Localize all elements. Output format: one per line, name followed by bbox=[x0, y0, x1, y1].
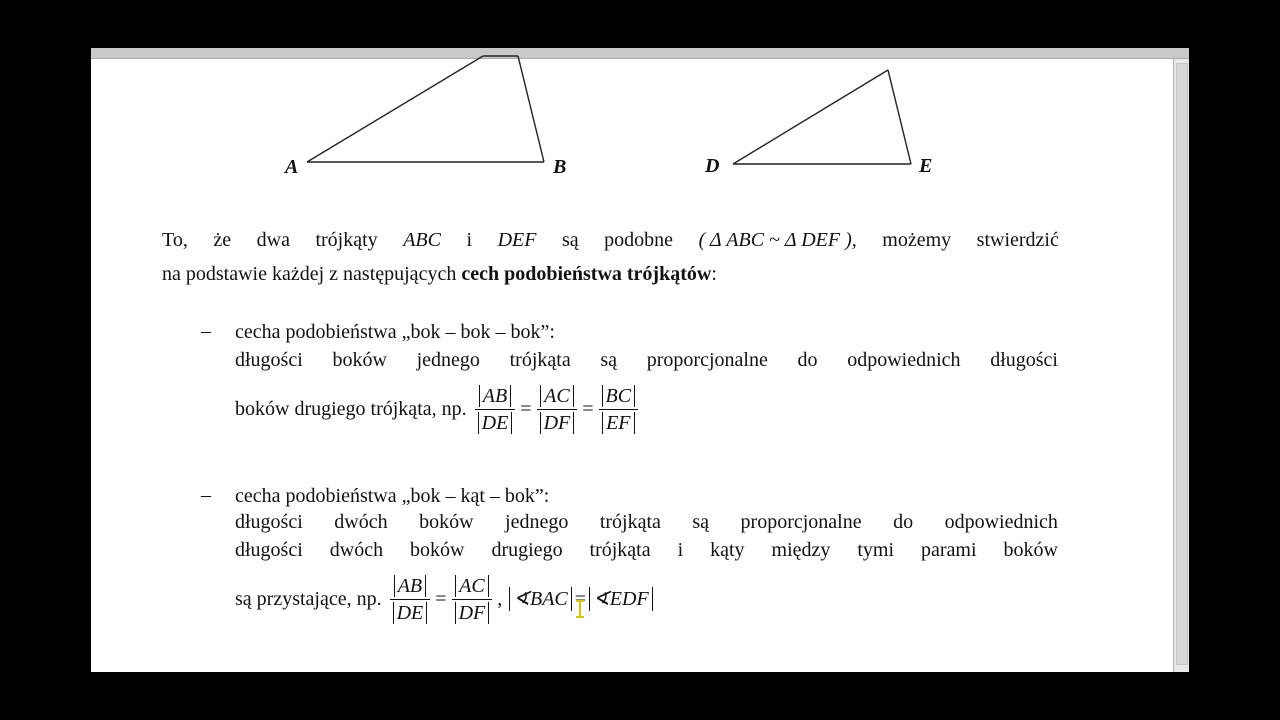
angle-measure: ∢BAC bbox=[509, 587, 572, 611]
fraction-denominator: DE bbox=[393, 602, 428, 624]
fraction bbox=[599, 383, 639, 436]
criterion-1-title: cecha podobieństwa „bok – bok – bok”: bbox=[235, 321, 555, 343]
word: trójkąta bbox=[509, 349, 571, 371]
vertex-label-b: B bbox=[553, 156, 567, 178]
word: jednego bbox=[416, 349, 480, 371]
criterion-2-line-1 bbox=[235, 510, 1058, 534]
scrollbar-thumb[interactable] bbox=[1176, 63, 1188, 665]
equals-sign: = bbox=[520, 398, 532, 420]
criterion-2-title: cecha podobieństwa „bok – kąt – bok”: bbox=[235, 485, 550, 507]
triangle-abc bbox=[283, 56, 566, 178]
word: odpowiednich bbox=[944, 511, 1058, 533]
word: trójkąta bbox=[599, 511, 661, 533]
fraction-numerator: AB bbox=[479, 385, 511, 407]
equals-sign: = bbox=[582, 398, 594, 420]
fraction bbox=[537, 383, 578, 436]
text-segment: na podstawie każdej z następujących bbox=[162, 263, 462, 285]
word: i bbox=[466, 229, 473, 251]
criterion-1-line-2 bbox=[235, 374, 640, 444]
word: do bbox=[797, 349, 818, 371]
vertex-label-a: A bbox=[285, 156, 299, 178]
word: kąty bbox=[710, 539, 745, 561]
triangle-def bbox=[704, 70, 932, 177]
word: tymi bbox=[857, 539, 895, 561]
intro-line-1 bbox=[162, 228, 1059, 252]
document-window bbox=[91, 48, 1189, 672]
vertex-label-d: D bbox=[705, 155, 720, 177]
word: i bbox=[677, 539, 684, 561]
word: długości bbox=[235, 511, 303, 533]
word: są bbox=[561, 229, 579, 251]
word: długości bbox=[235, 539, 303, 561]
word: boków bbox=[332, 349, 387, 371]
word: odpowiednich bbox=[847, 349, 961, 371]
word: proporcjonalne bbox=[646, 349, 768, 371]
word: dwa bbox=[256, 229, 290, 251]
fraction-numerator: AC bbox=[455, 575, 489, 597]
word: między bbox=[771, 539, 831, 561]
angle-measure: ∢EDF bbox=[589, 587, 653, 611]
word: boków bbox=[419, 511, 474, 533]
word: jednego bbox=[505, 511, 569, 533]
similarity-expression: ( Δ ABC ~ Δ DEF ), bbox=[698, 229, 857, 251]
word: długości bbox=[990, 349, 1058, 371]
word: do bbox=[893, 511, 914, 533]
triangle-name-def: DEF bbox=[497, 229, 537, 251]
word: dwóch bbox=[329, 539, 384, 561]
fraction-denominator: DF bbox=[455, 602, 490, 624]
fraction-numerator: BC bbox=[602, 385, 636, 407]
fraction bbox=[390, 573, 431, 626]
text-segment: : bbox=[711, 263, 717, 285]
ratio-equation bbox=[473, 383, 640, 436]
word: dwóch bbox=[334, 511, 388, 533]
criterion-2-line-2 bbox=[235, 538, 1058, 562]
bold-term: cech podobieństwa trójkątów bbox=[461, 263, 712, 285]
fraction-denominator: DE bbox=[478, 412, 513, 434]
fraction-numerator: AB bbox=[394, 575, 426, 597]
bullet-dash: – bbox=[201, 320, 211, 342]
fraction-denominator: EF bbox=[602, 412, 634, 434]
word: drugiego bbox=[491, 539, 563, 561]
vertical-scrollbar[interactable] bbox=[1173, 59, 1189, 672]
equals-sign: = bbox=[435, 588, 447, 610]
word: podobne bbox=[604, 229, 674, 251]
text-segment: boków drugiego trójkąta, np. bbox=[235, 398, 467, 420]
vertex-label-e: E bbox=[919, 155, 933, 177]
word: że bbox=[213, 229, 232, 251]
criterion-1-line-1 bbox=[235, 348, 1058, 372]
text-cursor-icon bbox=[575, 600, 585, 618]
fraction bbox=[452, 573, 493, 626]
equals-sign: = bbox=[574, 588, 587, 610]
word: proporcjonalne bbox=[740, 511, 862, 533]
word: boków bbox=[1003, 539, 1058, 561]
word: długości bbox=[235, 349, 303, 371]
word: trójkąty bbox=[315, 229, 378, 251]
intro-line-2 bbox=[162, 262, 717, 286]
triangle-name-abc: ABC bbox=[403, 229, 441, 251]
ratio-angle-equation bbox=[388, 573, 653, 626]
word: trójkąta bbox=[589, 539, 651, 561]
fraction-denominator: DF bbox=[540, 412, 575, 434]
triangle-figures bbox=[91, 48, 1173, 198]
word: możemy bbox=[882, 229, 952, 251]
word: boków bbox=[410, 539, 465, 561]
comma: , bbox=[497, 588, 503, 610]
fraction-numerator: AC bbox=[540, 385, 574, 407]
criterion-2-line-3 bbox=[235, 564, 653, 634]
word: parami bbox=[921, 539, 977, 561]
word: są bbox=[600, 349, 618, 371]
fraction bbox=[475, 383, 516, 436]
word: To, bbox=[162, 229, 188, 251]
bullet-dash: – bbox=[201, 484, 211, 506]
word: stwierdzić bbox=[976, 229, 1059, 251]
text-segment: są przystające, np. bbox=[235, 588, 382, 610]
word: są bbox=[692, 511, 710, 533]
